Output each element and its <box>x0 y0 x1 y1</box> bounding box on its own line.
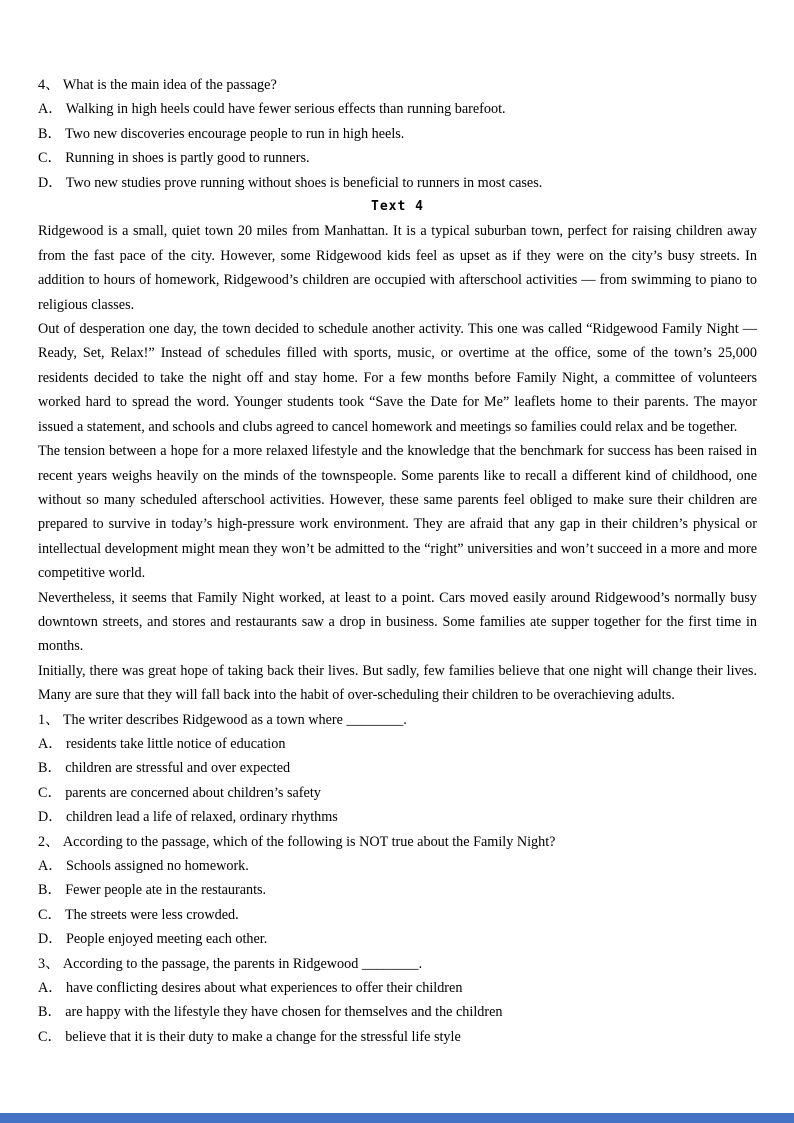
question-block-3 <box>38 952 757 1050</box>
passage-paragraph-3: The tension between a hope for a more relaxed lifestyle and the knowledge that the benchmark for success has been raised in recent years weighs heavily on the minds of the townspeople. Some parents like to recall a different kind of childhood, one without so many scheduled afterschool activities. However, these same parents feel obliged to make sure their children are prepared to survive in today’s high-pressure work environment. They are afraid that any gap in their children’s physical or intellectual development might mean they won’t be admitted to the “right” universities and won’t succeed in a more and more competitive world. <box>38 443 757 582</box>
question-stem: 1、 The writer describes Ridgewood as a town where ________. <box>38 711 407 728</box>
answer-option-a: A． Schools assigned no homework. <box>38 858 249 874</box>
answer-option-d: D． children lead a life of relaxed, ordinary rhythms <box>38 809 338 826</box>
page-footer-bar <box>0 1113 794 1123</box>
answer-option-d: D． People enjoyed meeting each other. <box>38 931 268 948</box>
question-block-1 <box>38 708 757 830</box>
answer-option-c: C． believe that it is their duty to make a change for the stressful life style <box>38 1028 461 1045</box>
passage-paragraph-4: Nevertheless, it seems that Family Night worked, at least to a point. Cars moved easily around Ridgewood’s normally busy downtown streets, and stores and restaurants saw a drop in business. Some families ate supper together for the first time in months. <box>38 589 757 655</box>
question-block-2 <box>38 830 757 952</box>
answer-option-a: A． have conflicting desires about what experiences to offer their children <box>38 980 463 997</box>
answer-option-b: B． are happy with the lifestyle they have chosen for themselves and the children <box>38 1004 503 1021</box>
passage-paragraph-5: Initially, there was great hope of taking back their lives. But sadly, few families believe that one night will change their lives. Many are sure that they will fall back into the habit of over-scheduling their children to be overachieving adults. <box>38 662 757 704</box>
passage-paragraph-2: Out of desperation one day, the town decided to schedule another activity. This one was called “Ridgewood Family Night — Ready, Set, Relax!” Instead of schedules filled with sports, music, or overtime at the office, some of the town’s 25,000 residents decided to take the night off and stay home. For a few months before Family Night, a committee of volunteers worked hard to spread the word. Younger students took “Save the Date for Me” leaflets home to their parents. The mayor issued a statement, and schools and clubs agreed to cancel homework and meetings so families could relax and be together. <box>38 321 757 435</box>
question-block-4 <box>38 73 757 195</box>
passage-paragraph-1: Ridgewood is a small, quiet town 20 miles from Manhattan. It is a typical suburban town, perfect for raising children away from the fast pace of the city. However, some Ridgewood kids feel as upset as if they were on the city’s busy streets. In addition to hours of homework, Ridgewood’s children are occupied with afterschool activities — from swimming to piano to religious classes. <box>38 223 757 313</box>
question-stem: 4、 What is the main idea of the passage? <box>38 77 277 93</box>
document-content <box>38 73 757 1049</box>
answer-option-d: D． Two new studies prove running without shoes is beneficial to runners in most cases. <box>38 174 543 191</box>
answer-option-b: B． Two new discoveries encourage people to run in high heels. <box>38 125 405 142</box>
answer-option-c: C． parents are concerned about children’s safety <box>38 784 321 801</box>
question-stem: 3、 According to the passage, the parents in Ridgewood ________. <box>38 955 423 972</box>
answer-option-b: B． Fewer people ate in the restaurants. <box>38 882 267 899</box>
answer-option-a: A． residents take little notice of education <box>38 735 286 752</box>
answer-option-a: A． Walking in high heels could have fewer serious effects than running barefoot. <box>38 101 506 118</box>
answer-option-c: C． Running in shoes is partly good to runners. <box>38 150 310 167</box>
answer-option-b: B． children are stressful and over expected <box>38 760 291 777</box>
answer-option-c: C． The streets were less crowded. <box>38 906 239 923</box>
passage-title: Text 4 <box>371 199 424 215</box>
question-stem: 2、 According to the passage, which of the following is NOT true about the Family Night? <box>38 833 556 850</box>
